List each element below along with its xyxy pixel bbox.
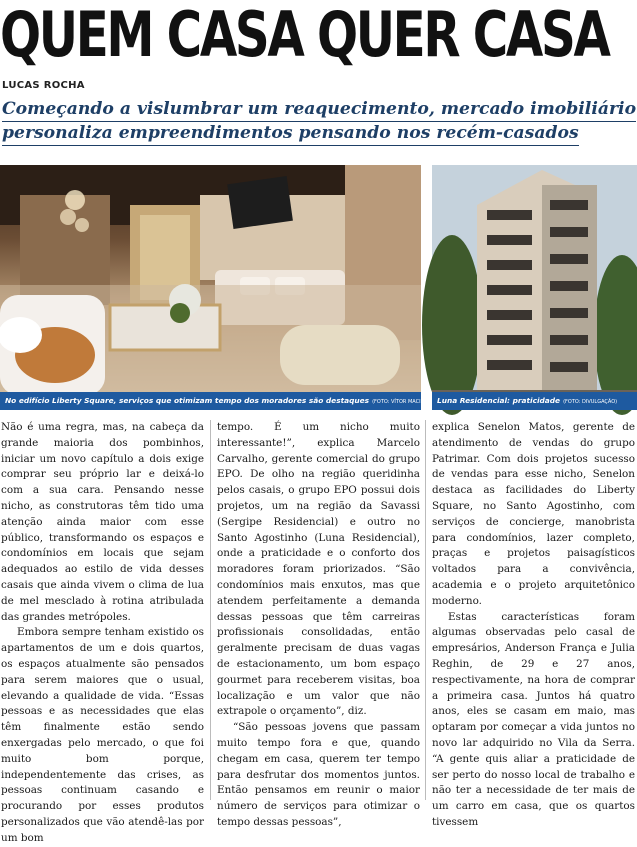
byline: LUCAS ROCHA bbox=[2, 80, 85, 91]
caption-text: No edifício Liberty Square, serviços que otimizam tempo dos moradores são destaques bbox=[5, 396, 370, 405]
deck-line: personaliza empreendimentos pensando nos recém-casados bbox=[2, 122, 579, 146]
caption-credit: (FOTO: DIVULGAÇÃO) bbox=[563, 399, 618, 405]
paragraph: Embora sempre tenham existido os apartamentos de um e dois quartos, os espaços atualmente são pensados para serem maiores que o usual, elevando a qualidade de vida. “Essas pessoas e as necessidades que elas têm finalmente estão sendo enxergadas pelo mercado, o que foi muito bom porque, independentemente das crises, as pessoas continuam casando e procurando por esses produtos personalizados que vão atendê-las por um bom bbox=[1, 626, 204, 844]
column-divider bbox=[425, 420, 426, 800]
article-column-3 bbox=[432, 420, 635, 831]
caption-text: Luna Residencial: praticidade bbox=[437, 396, 561, 405]
luna-residencial-photo bbox=[432, 165, 637, 410]
photo-caption bbox=[0, 392, 429, 410]
caption-credit: (FOTO: VÍTOR MACIEL) bbox=[372, 399, 429, 405]
deck-line: Começando a vislumbrar um reaquecimento, mercado imobiliário bbox=[2, 98, 636, 122]
interior-illustration bbox=[0, 165, 421, 410]
building-illustration bbox=[432, 165, 637, 410]
headline: QUEM CASA QUER CASA bbox=[0, 0, 609, 71]
article-column-2 bbox=[217, 420, 420, 831]
liberty-square-photo bbox=[0, 165, 429, 410]
paragraph: tempo. É um nicho muito interessante!”, explica Marcelo Carvalho, gerente comercial do grupo EPO. De olho na região queridinha pelos casais, o grupo EPO possui dois projetos, um na região da Savassi (Sergipe Residencial) e outro no Santo Agostinho (Luna Residencial), onde a praticidade e o conforto dos moradores foram priorizados. “São condomínios mais enxutos, mas que atendem perfeitamente a demanda dessas pessoas que têm carreiras profissionais consolidadas, então geralmente precisam de duas vagas de estacionamento, um bom espaço gourmet para receberem visitas, boa localização e um valor que não extrapole o orçamento”, diz. bbox=[217, 421, 420, 718]
deck bbox=[2, 98, 635, 146]
paragraph: “São pessoas jovens que passam muito tempo fora e que, quando chegam em casa, querem ter tempo para desfrutar dos momentos juntos. Então pensamos em reunir o maior número de serviços para otimizar o tempo dessas pessoas”, bbox=[217, 721, 420, 828]
article-column-1 bbox=[1, 420, 204, 847]
column-divider bbox=[210, 420, 211, 800]
paragraph: Não é uma regra, mas, na cabeça da grande maioria dos pombinhos, iniciar um novo capítulo a dois exige comprar seu próprio lar e deixá-lo com a sua cara. Pensando nesse nicho, as construtoras têm tido uma atenção ainda maior com esse público, transformando os espaços e condomínios em locais que sejam adequados ao estilo de vida desses casais que ainda vivem o clima de lua de mel mesclado à rotina atribulada das grandes metrópoles. bbox=[1, 421, 204, 623]
photo-caption bbox=[432, 392, 637, 410]
paragraph: explica Senelon Matos, gerente de atendimento de vendas do grupo Patrimar. Com dois projetos sucesso de vendas para esse nicho, Senelon destaca as facilidades do Liberty Square, no Santo Agostinho, com serviços de concierge, manobrista para condomínios, lazer completo, praças e projetos paisagísticos voltados para a convivência, academia e o projeto arquitetônico moderno. bbox=[432, 421, 635, 607]
paragraph: Estas características foram algumas observadas pelo casal de empresários, Anderson França e Julia Reghin, de 29 e 27 anos, respectivamente, na hora de comprar a primeira casa. Juntos há quatro anos, eles se casam em maio, mas optaram por começar a vida juntos no novo lar adquirido no Vila da Serra. “A gente quis aliar a praticidade de ser perto do nosso local de trabalho e não ter a necessidade de ter mais de um carro em casa, que os quartos tivessem bbox=[432, 610, 635, 828]
